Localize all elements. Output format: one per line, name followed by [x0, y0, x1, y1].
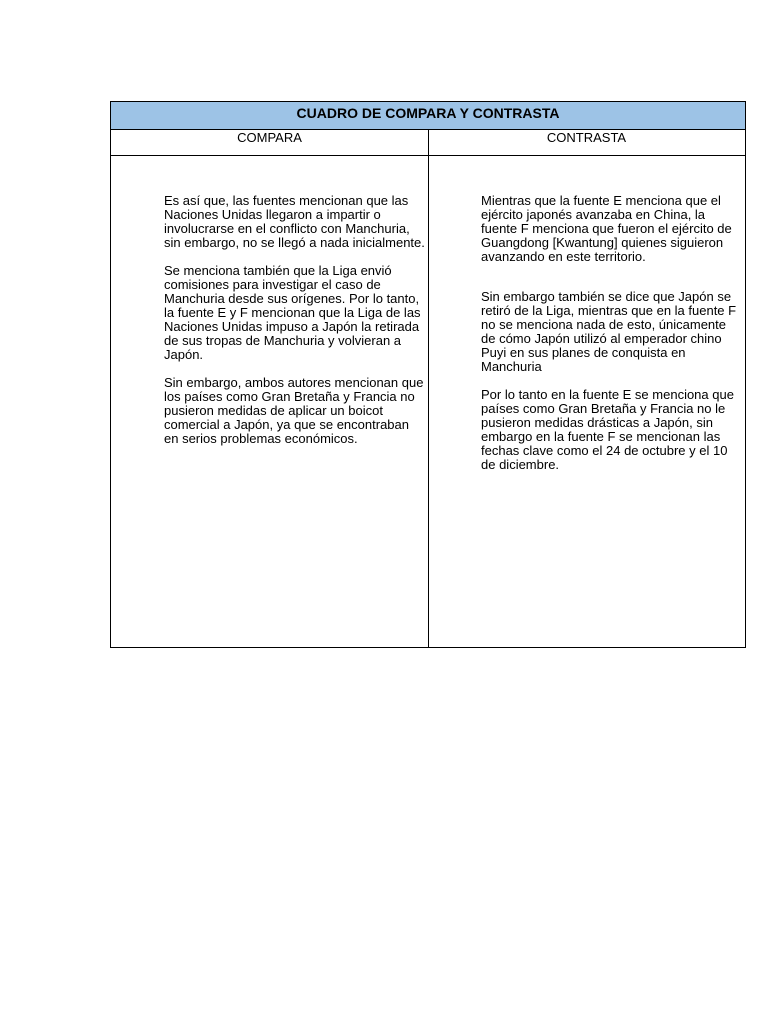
compare-contrast-table [110, 101, 746, 648]
contrasta-paragraph-1: Mientras que la fuente E menciona que el ejército japonés avanzaba en China, la fuente F menciona que fueron el ejército de Guangdong [Kwantung] quienes siguieron avanzando en este territorio. [481, 193, 732, 264]
contrasta-paragraph-2: Sin embargo también se dice que Japón se retiró de la Liga, mientras que en la fuente F no se menciona nada de esto, únicamente de cómo Japón utilizó al emperador chino Puyi en sus planes de conquista en Manchuria [481, 289, 737, 374]
compara-header: COMPARA [237, 130, 302, 145]
compara-paragraph-3: Sin embargo, ambos autores mencionan que los países como Gran Bretaña y Francia no pusieron medidas de aplicar un boicot comercial a Japón, ya que se encontraban en serios problemas económicos. [164, 375, 424, 446]
compara-paragraph-2: Se menciona también que la Liga envió comisiones para investigar el caso de Manchuria desde sus orígenes. Por lo tanto, la fuente E y F mencionan que la Liga de las Naciones Unidas impuso a Japón la retirada de sus tropas de Manchuria y volvieran a Japón. [164, 263, 421, 362]
compara-cell [164, 194, 426, 446]
contrasta-cell [481, 194, 743, 472]
table-title: CUADRO DE COMPARA Y CONTRASTA [111, 102, 745, 130]
contrasta-paragraph-3: Por lo tanto en la fuente E se menciona que países como Gran Bretaña y Francia no le pusieron medidas drásticas a Japón, sin embargo en la fuente F se mencionan las fechas clave como el 24 de octubre y el 10 de diciembre. [481, 387, 734, 472]
compara-paragraph-1: Es así que, las fuentes mencionan que las Naciones Unidas llegaron a impartir o involucrarse en el conflicto con Manchuria, sin embargo, no se llegó a nada inicialmente. [164, 193, 425, 250]
column-divider [428, 130, 429, 647]
contrasta-header: CONTRASTA [546, 130, 627, 145]
